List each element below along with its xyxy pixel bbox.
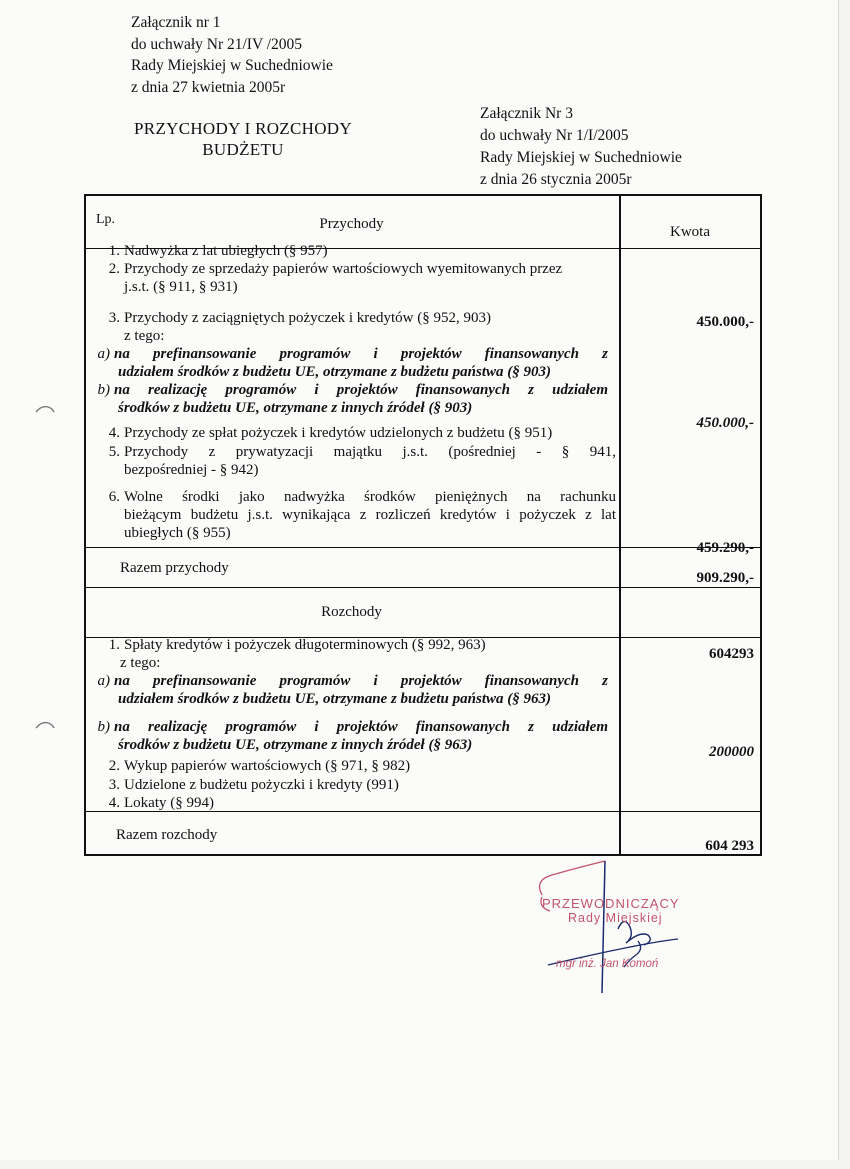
- item-number: 3.: [108, 310, 120, 326]
- amount-expense-b: 200000: [709, 744, 754, 760]
- official-stamp: [520, 855, 740, 995]
- income-item-6-cont: bieżącym budżetu j.s.t. wynikająca z rozliczeń kredytów i pożyczek z lat: [124, 507, 616, 523]
- item-letter: b): [97, 719, 110, 735]
- item-text: Przychody z prywatyzacji majątku j.s.t. (pośredniej - § 941,: [124, 444, 616, 460]
- item-text: Wykup papierów wartościowych (§ 971, § 982): [124, 758, 411, 774]
- expense-item-1: [98, 637, 616, 654]
- income-item-a-cont: udziałem środków z budżetu UE, otrzymane z budżetu państwa (§ 903): [118, 364, 551, 380]
- header-lp: Lp.: [96, 212, 116, 227]
- item-number: 4.: [108, 795, 120, 811]
- table-column-divider: [619, 194, 621, 856]
- stamp-outline-icon: [520, 855, 740, 995]
- budget-table: [84, 194, 762, 856]
- income-item-3: [98, 310, 616, 327]
- expense-item-1-cont: z tego:: [120, 655, 161, 671]
- amount-income-3: 450.000,-: [696, 314, 754, 330]
- income-item-5-cont: bezpośredniej - § 942): [124, 462, 259, 478]
- item-letter: b): [97, 382, 110, 398]
- item-number: 2.: [108, 758, 120, 774]
- table-border-right: [760, 194, 762, 856]
- amount-income-6: 459.290,-: [696, 540, 754, 556]
- header-right-line2: do uchwały Nr 1/I/2005: [480, 127, 629, 144]
- item-text: na prefinansowanie programów i projektów finansowanych z: [114, 346, 608, 362]
- item-number: 6.: [108, 489, 120, 505]
- income-total-amount: 909.290,-: [696, 570, 754, 586]
- amount-expense-1: 604293: [709, 646, 754, 662]
- item-letter: a): [97, 673, 110, 689]
- item-number: 1.: [108, 637, 120, 653]
- title-line2: BUDŻETU: [202, 140, 284, 159]
- item-text: Przychody ze sprzedaży papierów wartościowych wyemitowanych przez: [124, 261, 563, 277]
- item-text: Udzielone z budżetu pożyczki i kredyty (991): [124, 777, 399, 793]
- item-number: 5.: [108, 444, 120, 460]
- item-text: Przychody ze spłat pożyczek i kredytów udzielonych z budżetu (§ 951): [124, 425, 553, 441]
- header-rozchody: Rozchody: [321, 604, 382, 620]
- title-line1: PRZYCHODY I ROZCHODY: [134, 119, 352, 138]
- punch-mark-icon: [34, 404, 56, 414]
- row-divider: [84, 587, 762, 588]
- item-number: 4.: [108, 425, 120, 441]
- income-item-2: [98, 261, 616, 278]
- income-item-6-cont2: ubiegłych (§ 955): [124, 525, 231, 541]
- expense-item-b-cont: środków z budżetu UE, otrzymane z innych źródeł (§ 963): [118, 737, 473, 753]
- stamp-subtitle: Rady Miejskiej: [568, 911, 663, 925]
- income-item-a: [88, 346, 614, 363]
- attachment-header-right: [480, 103, 682, 191]
- expense-item-a: [88, 673, 614, 690]
- header-left-line4: z dnia 27 kwietnia 2005r: [131, 78, 286, 96]
- expense-total-amount: 604 293: [705, 838, 754, 854]
- income-item-3-cont: z tego:: [124, 328, 165, 344]
- item-number: 2.: [108, 261, 120, 277]
- expense-item-4: [98, 795, 616, 812]
- expense-item-a-cont: udziałem środków z budżetu UE, otrzymane z budżetu państwa (§ 963): [118, 691, 551, 707]
- item-text: Nadwyżka z lat ubiegłych (§ 957): [124, 243, 328, 259]
- stamp-signatory: mgr inż. Jan Komoń: [556, 958, 659, 970]
- stamp-title: PRZEWODNICZĄCY: [542, 896, 680, 911]
- table-border-top: [84, 194, 762, 196]
- row-divider: [84, 547, 762, 548]
- item-number: 3.: [108, 777, 120, 793]
- expense-item-b: [88, 719, 614, 736]
- header-left-line1: Załącznik nr 1: [131, 14, 221, 31]
- item-number: 1.: [108, 243, 120, 259]
- income-item-b-cont: środków z budżetu UE, otrzymane z innych źródeł (§ 903): [118, 400, 473, 416]
- header-left-line2: do uchwały Nr 21/IV /2005: [131, 35, 303, 53]
- header-right-line4: z dnia 26 stycznia 2005r: [480, 171, 632, 188]
- header-right-line1: Załącznik Nr 3: [480, 105, 573, 122]
- item-text: na prefinansowanie programów i projektów finansowanych z: [114, 673, 608, 689]
- header-kwota: Kwota: [670, 224, 710, 240]
- expense-total-label: Razem rozchody: [116, 827, 218, 843]
- punch-mark-icon: [34, 720, 56, 730]
- header-left-line3: Rady Miejskiej w Suchedniowie: [131, 57, 333, 74]
- item-text: Spłaty kredytów i pożyczek długoterminowych (§ 992, 963): [124, 637, 486, 653]
- item-text: na realizację programów i projektów finansowanych z udziałem: [114, 382, 608, 398]
- expense-item-3: [98, 777, 616, 794]
- attachment-header-left: [131, 12, 333, 98]
- income-item-6: [98, 489, 616, 506]
- item-text: Przychody z zaciągniętych pożyczek i kredytów (§ 952, 903): [124, 310, 491, 326]
- item-text: na realizację programów i projektów finansowanych z udziałem: [114, 719, 608, 735]
- header-right-line3: Rady Miejskiej w Suchedniowie: [480, 149, 682, 166]
- income-item-b: [88, 382, 614, 399]
- item-text: Wolne środki jako nadwyżka środków pieniężnych na rachunku: [124, 489, 616, 505]
- expense-item-2: [98, 758, 616, 775]
- income-item-5: [98, 444, 616, 461]
- income-item-1: [98, 243, 616, 260]
- item-letter: a): [97, 346, 110, 362]
- income-item-2-cont: j.s.t. (§ 911, § 931): [124, 279, 238, 295]
- income-total-label: Razem przychody: [120, 560, 229, 576]
- header-przychody: Przychody: [319, 216, 384, 232]
- table-border-left: [84, 194, 86, 856]
- document-title: [128, 118, 358, 160]
- item-text: Lokaty (§ 994): [124, 795, 214, 811]
- amount-income-b: 450.000,-: [696, 415, 754, 431]
- income-item-4: [98, 425, 616, 442]
